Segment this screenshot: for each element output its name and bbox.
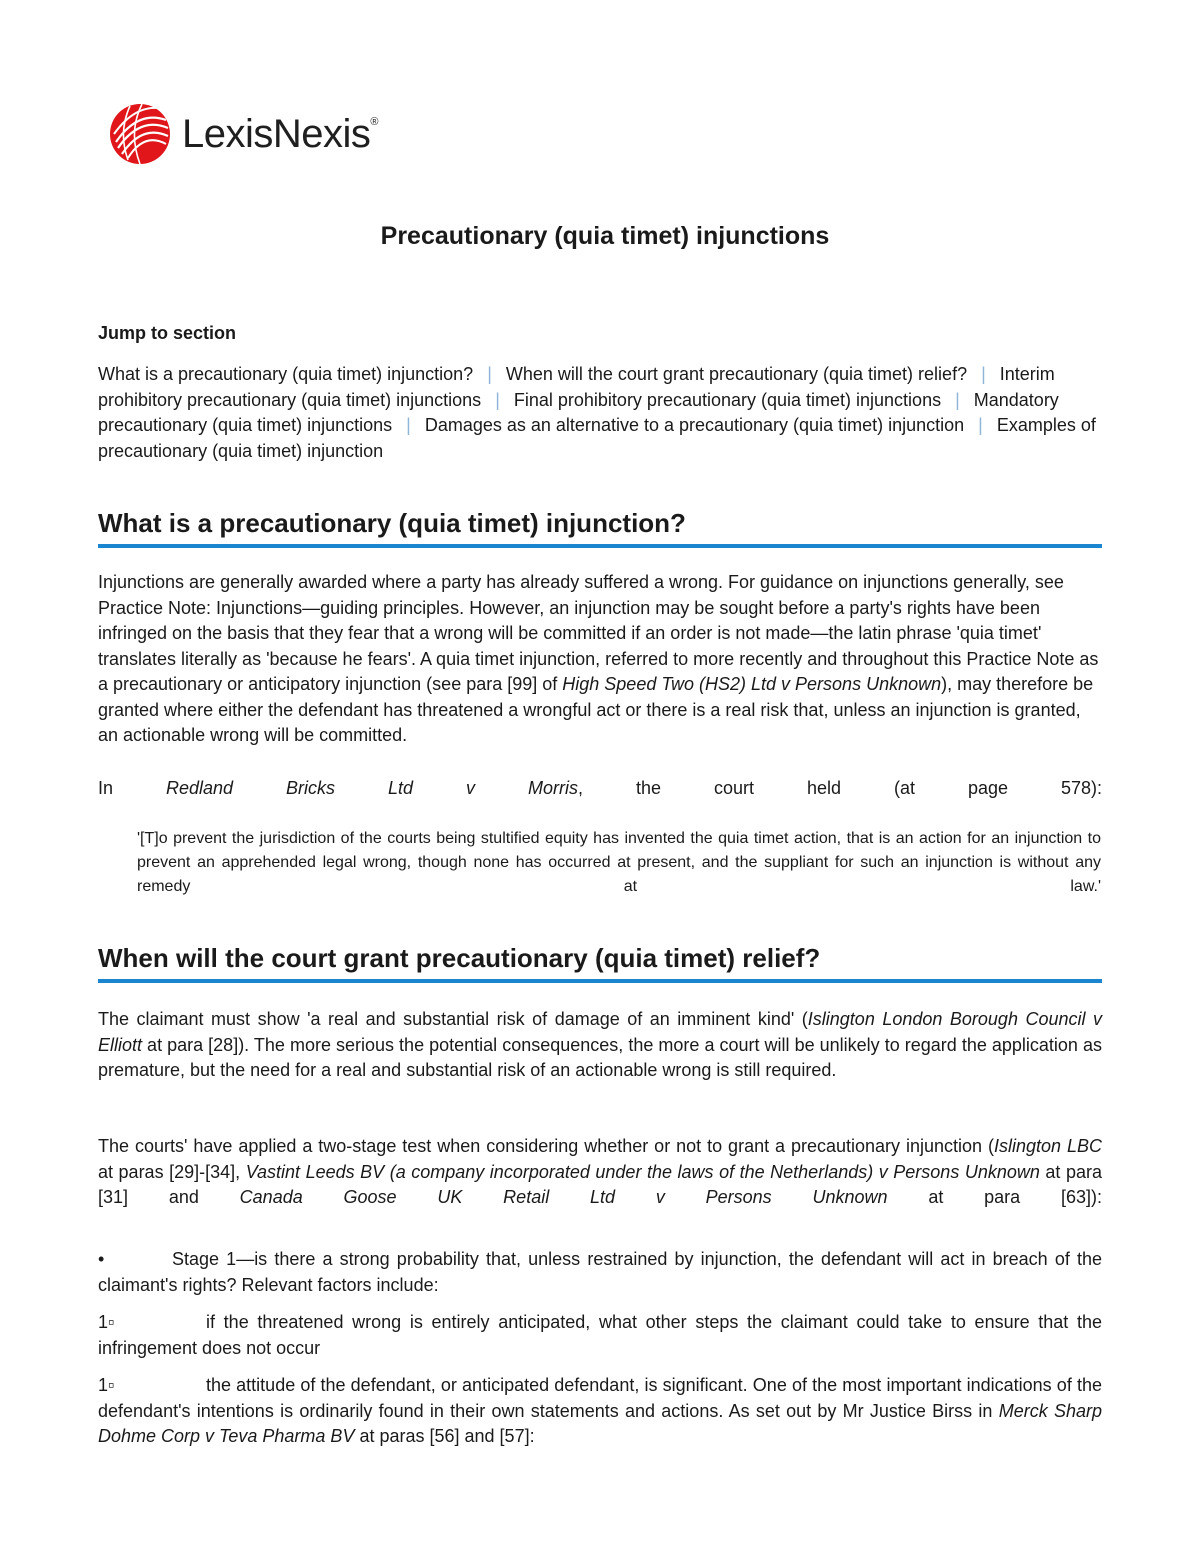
- case-citation: Islington LBC: [993, 1136, 1102, 1156]
- section-heading-when-grant: When will the court grant precautionary (quia timet) relief?: [98, 943, 1102, 983]
- case-citation: Redland Bricks Ltd v Morris: [166, 778, 578, 798]
- logo-wordmark: LexisNexis®: [182, 111, 379, 156]
- section-heading-what-is: What is a precautionary (quia timet) injunction?: [98, 508, 1102, 548]
- case-citation: Merck Sharp Dohme Corp v Teva Pharma BV: [98, 1400, 1102, 1446]
- jump-to-section-heading: Jump to section: [98, 323, 237, 343]
- lexisnexis-globe-icon: [108, 102, 172, 166]
- stage-1-bullet: • Stage 1—is there a strong probability that, unless restrained by injunction, the defendant will act in breach of the claimant's rights? Relevant factors include:: [98, 1249, 1102, 1295]
- lexisnexis-logo: [108, 102, 378, 166]
- jump-link-what-is[interactable]: What is a precautionary (quia timet) injunction?: [98, 364, 474, 384]
- list-number-marker: 1▫: [98, 1375, 115, 1395]
- case-citation: Islington London Borough Council v Elliott: [98, 1009, 1102, 1055]
- case-citation: Vastint Leeds BV (a company incorporated under the laws of the Netherlands) v Persons Unknown: [245, 1161, 1040, 1182]
- link-separator: |: [406, 415, 411, 435]
- block-quote: '[T]o prevent the jurisdiction of the courts being stultified equity has invented the quia timet action, that is an action for an injunction to prevent an apprehended legal wrong, though none has occurred at present, and the suppliant for such an injunction is without any remedy at law.': [137, 830, 1101, 895]
- link-separator: |: [978, 415, 983, 435]
- section2-paragraph-1: The claimant must show 'a real and substantial risk of damage of an imminent kind' (Islington London Borough Council v Elliott at para [28]). The more serious the potential consequences, the more a court will be unlikely to regard the application as premature, but the need for a real and substantial risk of an actionable wrong is still required.: [98, 1009, 1102, 1080]
- bullet-marker: •: [98, 1249, 105, 1269]
- list-number-marker: 1▫: [98, 1312, 115, 1332]
- factor-item-1: 1▫ if the threatened wrong is entirely anticipated, what other steps the claimant could take to ensure that the infringement does not occur: [98, 1312, 1102, 1358]
- section2-paragraph-2: The courts' have applied a two-stage test when considering whether or not to grant a precautionary injunction (Islington LBC at paras [29]-[34], Vastint Leeds BV (a company incorporated under the laws of the Netherlands) v Persons Unknown at para [31] and Canada Goose UK Retail Ltd v Persons Unknown at para [63]):: [98, 1136, 1103, 1207]
- link-separator: |: [981, 364, 986, 384]
- section1-paragraph-2: In Redland Bricks Ltd v Morris, the court held (at page 578):: [98, 778, 1103, 798]
- link-separator: |: [495, 389, 500, 410]
- jump-link-damages[interactable]: Damages as an alternative to a precautionary (quia timet) injunction: [424, 415, 965, 435]
- document-title: Precautionary (quia timet) injunctions: [380, 222, 830, 250]
- jump-link-when-grant[interactable]: When will the court grant precautionary (quia timet) relief?: [505, 364, 968, 384]
- jump-link-mandatory[interactable]: Mandatory precautionary (quia timet) injunctions: [98, 389, 1059, 435]
- jump-link-final-prohibitory[interactable]: Final prohibitory precautionary (quia timet) injunctions: [513, 389, 942, 410]
- section1-paragraph-1: Injunctions are generally awarded where a party has already suffered a wrong. For guidance on injunctions generally, see Practice Note: Injunctions—guiding principles. However, an injunction may be sought before a party's rights have been infringed on the basis that they fear that a wrong will be committed if an order is not made—the latin phrase 'quia timet' translates literally as 'because he fears'. A quia timet injunction, referred to more recently and throughout this Practice Note as a precautionary or anticipatory injunction (see para [99] of High Speed Two (HS2) Ltd v Persons Unknown), may therefore be granted where either the defendant has threatened a wrongful act or there is a real risk that, unless an injunction is granted, an actionable wrong will be committed.: [98, 572, 1099, 745]
- link-separator: |: [487, 364, 492, 384]
- case-citation: High Speed Two (HS2) Ltd v Persons Unknown: [562, 674, 942, 694]
- factor-item-2: 1▫ the attitude of the defendant, or anticipated defendant, is significant. One of the most important indications of the defendant's intentions is ordinarily found in their own statements and actions. As set out by Mr Justice Birss in Merck Sharp Dohme Corp v Teva Pharma BV at paras [56] and [57]:: [98, 1375, 1102, 1446]
- jump-to-section-links: [98, 362, 1102, 464]
- case-citation: Canada Goose UK Retail Ltd v Persons Unknown: [239, 1187, 888, 1207]
- link-separator: |: [955, 389, 960, 410]
- jump-link-examples[interactable]: Examples of precautionary (quia timet) injunction: [98, 415, 1096, 461]
- jump-link-interim-prohibitory[interactable]: Interim prohibitory precautionary (quia timet) injunctions: [98, 364, 1055, 410]
